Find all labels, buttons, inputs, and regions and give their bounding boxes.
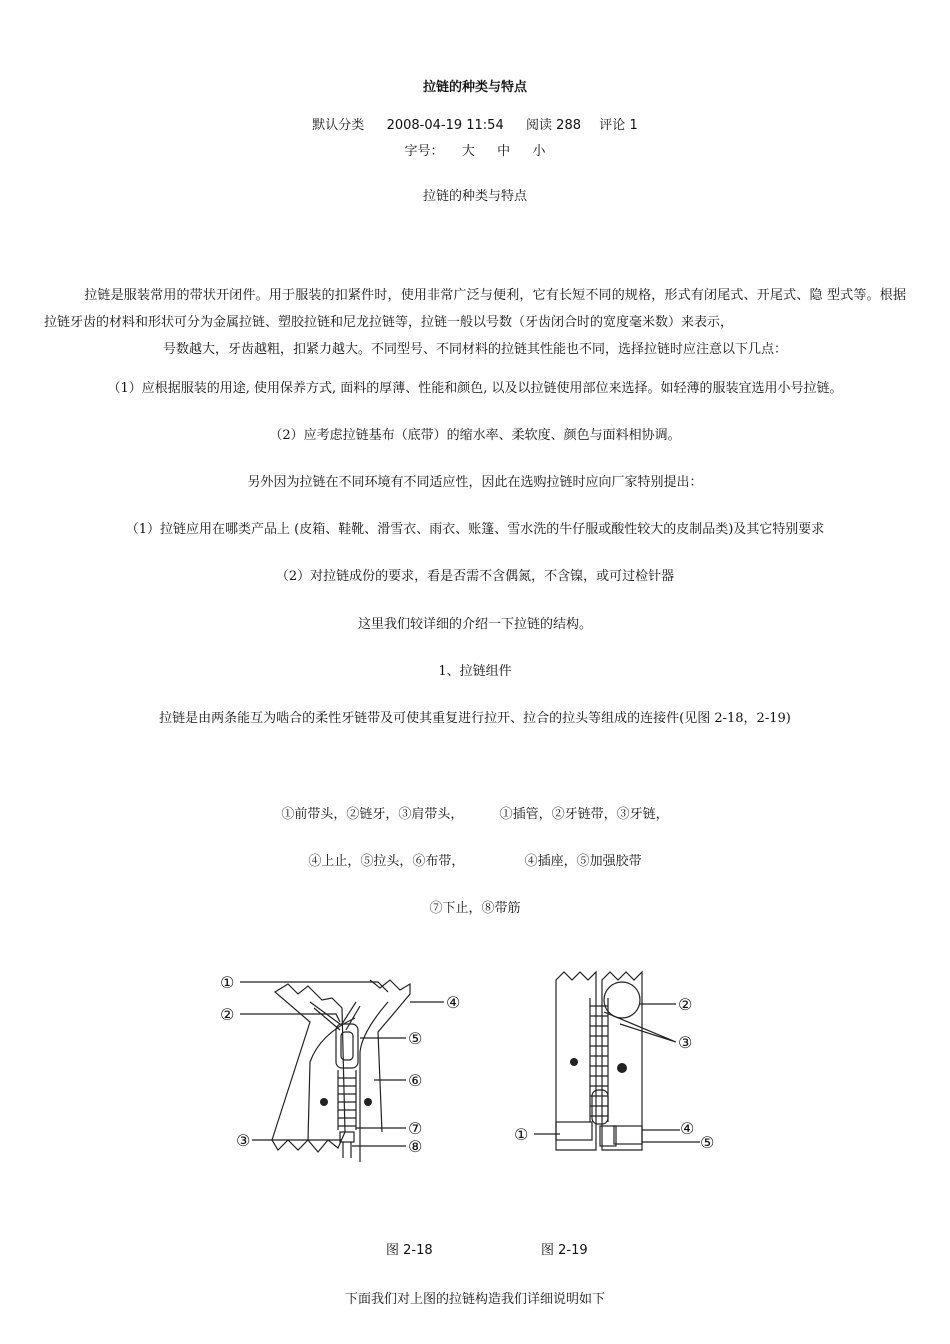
detail-circle xyxy=(604,982,640,1018)
intro-paragraph xyxy=(44,282,906,363)
zipper-tape-right xyxy=(370,980,410,1132)
font-size-label: 字号： xyxy=(404,144,444,159)
fig2-label-5: ⑤ xyxy=(700,1133,715,1152)
tape-mark-left xyxy=(570,1058,578,1066)
fig1-label-2: ② xyxy=(220,1005,235,1024)
font-size-large-link[interactable]: 大 xyxy=(461,144,475,159)
legend-row-1-right: ①插管，②牙链带，③牙链， xyxy=(499,807,669,822)
structure-intro: 这里我们较详细的介绍一下拉链的结构。 xyxy=(357,617,592,632)
leader-3 xyxy=(604,1012,676,1042)
intro-line-2: 型式等。根据拉链牙齿的材料和形状可分为金属拉链、塑胶拉链和尼龙拉链等，拉链一般以号数（牙齿闭合时的宽度毫米数）来表示， xyxy=(44,288,906,330)
fig1-label-1: ① xyxy=(220,973,235,992)
zipper-figure-2-18 xyxy=(210,962,470,1172)
read-count: 288 xyxy=(556,118,581,133)
fig1-label-7: ⑦ xyxy=(408,1119,423,1138)
legend-row-2 xyxy=(0,853,950,871)
post-datetime: 2008-04-19 11:54 xyxy=(386,118,504,133)
legend-row-3: ⑦下止，⑧带筋 xyxy=(429,901,521,916)
chain-teeth xyxy=(590,1006,608,1116)
point-1: （1）应根据服装的用途, 使用保养方式, 面料的厚薄、性能和颜色, 以及以拉链使用部位来选择。如轻薄的服装宜选用小号拉链。 xyxy=(107,381,843,396)
reinforcement-tape xyxy=(614,1126,642,1144)
zipper-teeth-top xyxy=(310,1002,360,1030)
zipper-figure-2-19 xyxy=(510,962,730,1162)
tape-mark-right xyxy=(364,1098,372,1106)
fig2-label-4: ④ xyxy=(680,1119,695,1138)
tape-mark-right xyxy=(617,1063,627,1073)
read-label: 阅读 xyxy=(526,118,553,133)
legend-row-2-left: ④上止，⑤拉头，⑥布带， xyxy=(308,854,465,869)
font-size-small-link[interactable]: 小 xyxy=(532,144,546,159)
slider xyxy=(592,1090,608,1124)
fig2-label-1: ① xyxy=(514,1125,529,1144)
comment-count: 1 xyxy=(629,118,638,133)
page-title: 拉链的种类与特点 xyxy=(422,80,527,95)
font-size-switcher xyxy=(0,143,950,161)
fig1-label-6: ⑥ xyxy=(408,1071,423,1090)
legend-row-1-left: ①前带头，②链牙，③肩带头， xyxy=(281,807,464,822)
zipper-teeth xyxy=(338,1078,356,1126)
fig1-label-4: ④ xyxy=(446,993,461,1012)
fig1-label-8: ⑧ xyxy=(408,1137,423,1156)
legend-row-1 xyxy=(0,806,950,824)
section-heading: 1、拉链组件 xyxy=(438,664,512,679)
section-text: 拉链是由两条能互为啮合的柔性牙链带及可使其重复进行拉开、拉合的拉头等组成的连接件(见图 2-18，2-19) xyxy=(159,711,791,726)
tape-mark-left xyxy=(320,1098,328,1106)
category-link[interactable]: 默认分类 xyxy=(312,118,365,133)
figure-caption-2-19: 图 2-19 xyxy=(541,1243,588,1258)
extra-intro: 另外因为拉链在不同环境有不同适应性，因此在选购拉链时应向厂家特别提出： xyxy=(247,475,703,490)
font-size-medium-link[interactable]: 中 xyxy=(497,144,511,159)
fig1-label-3: ③ xyxy=(236,1131,251,1150)
intro-line-1: 拉链是服装常用的带状开闭件。用于服装的扣紧件时，使用非常广泛与便利，它有长短不同的规格，形式有闭尾式、开尾式、隐 xyxy=(84,288,823,303)
comment-label: 评论 xyxy=(599,118,626,133)
article-subtitle: 拉链的种类与特点 xyxy=(422,189,527,204)
zipper-chain xyxy=(338,1070,356,1130)
fig1-label-5: ⑤ xyxy=(408,1029,423,1048)
zipper-tape-inner-left xyxy=(308,1018,355,1140)
zipper-bottom-stop xyxy=(340,1132,354,1142)
pin-box xyxy=(556,1122,592,1140)
extra-point-1: （1）拉链应用在哪类产品上 (皮箱、鞋靴、滑雪衣、雨衣、账篷、雪水洗的牛仔服或酸性较大的皮制品类)及其它特别要求 xyxy=(125,522,825,537)
legend-row-2-right: ④插座，⑤加强胶带 xyxy=(524,854,642,869)
article-meta xyxy=(0,117,950,135)
extra-point-2: （2）对拉链成份的要求，看是否需不含偶氮，不含镍，或可过检针器 xyxy=(275,569,675,584)
comment-link[interactable] xyxy=(599,118,637,133)
figure-caption-2-18: 图 2-18 xyxy=(386,1243,433,1258)
point-2: （2）应考虑拉链基布（底带）的缩水率、柔软度、颜色与面料相协调。 xyxy=(269,428,681,443)
fig2-label-3: ③ xyxy=(678,1033,693,1052)
zipper-slider xyxy=(336,1024,358,1068)
closing-line: 下面我们对上图的拉链构造我们详细说明如下 xyxy=(344,1292,605,1307)
zipper-cord xyxy=(343,1142,351,1158)
intro-line-3: 号数越大，牙齿越粗，扣紧力越大。不同型号、不同材料的拉链其性能也不同，选择拉链时应注意以下几点： xyxy=(162,342,787,357)
fig2-label-2: ② xyxy=(678,995,693,1014)
leader-1 xyxy=(240,982,388,992)
